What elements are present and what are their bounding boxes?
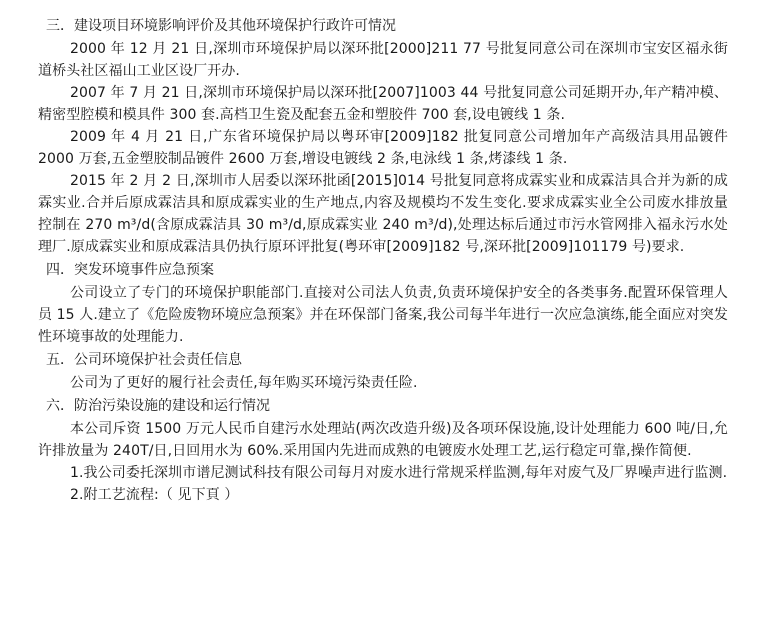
paragraph-3-3: 2009 年 4 月 21 日,广东省环境保护局以粤环审[2009]182 批复同意公司增加年产高级洁具用品镀件 2000 万套,五金塑胶制品镀件 2600 万套,增设电镀线 2 条,电泳线 1 条,烤漆线 1 条. bbox=[38, 129, 728, 167]
paragraph-3-1: 2000 年 12 月 21 日,深圳市环境保护局以深环批[2000]211 77 号批复同意公司在深圳市宝安区福永街道桥头社区福山工业区设厂开办. bbox=[38, 41, 728, 79]
paragraph-4-1: 公司设立了专门的环境保护职能部门.直接对公司法人负责,负责环境保护安全的各类事务.配置环保管理人员 15 人.建立了《危险废物环境应急预案》并在环保部门备案,我公司每半年进行一次应急演练,能全面应对突发性环境事故的处理能力. bbox=[38, 285, 728, 345]
paragraph-3-4: 2015 年 2 月 2 日,深圳市人居委以深环批函[2015]014 号批复同意将成霖实业和成霖洁具合并为新的成霖实业.合并后原成霖洁具和原成霖实业的生产地点,内容及规模均不发生变化.要求成霖实业全公司废水排放量控制在 270 m³/d(含原成霖洁具 30 m³/d,原成霖实业 240 m³/d),处理达标后通过市污水管网排入福永污水处理厂.原成霖实业和原成霖洁具仍执行原环评批复(粤环审[2009]182 号,深环批[2009]101179 号)要求. bbox=[38, 173, 728, 255]
paragraph-6-3: 2.附工艺流程:（ 见下頁 ） bbox=[70, 487, 239, 503]
paragraph-5-1: 公司为了更好的履行社会责任,每年购买环境污染责任险. bbox=[70, 375, 418, 391]
section-heading-6: 六．防治污染设施的建设和运行情况 bbox=[46, 398, 270, 414]
paragraph-6-2: 1.我公司委托深圳市谱尼测试科技有限公司每月对废水进行常规采样监测,每年对废气及厂界噪声进行监测. bbox=[70, 465, 728, 481]
section-heading-3: 三．建设项目环境影响评价及其他环境保护行政许可情况 bbox=[46, 18, 396, 34]
section-heading-4: 四．突发环境事件应急预案 bbox=[46, 262, 214, 278]
paragraph-6-1: 本公司斥资 1500 万元人民币自建污水处理站(两次改造升级)及各项环保设施,设计处理能力 600 吨/日,允许排放量为 240T/日,日回用水为 60%.采用国内先进而成熟的电镀废水处理工艺,运行稳定可靠,操作简便. bbox=[38, 421, 728, 459]
section-heading-5: 五．公司环境保护社会责任信息 bbox=[46, 352, 242, 368]
document-page bbox=[38, 14, 728, 506]
paragraph-3-2: 2007 年 7 月 21 日,深圳市环境保护局以深环批[2007]1003 44 号批复同意公司延期开办,年产精冲模、精密型腔模和模具件 300 套.高档卫生瓷及配套五金和塑胶件 700 套,设电镀线 1 条. bbox=[38, 85, 728, 123]
